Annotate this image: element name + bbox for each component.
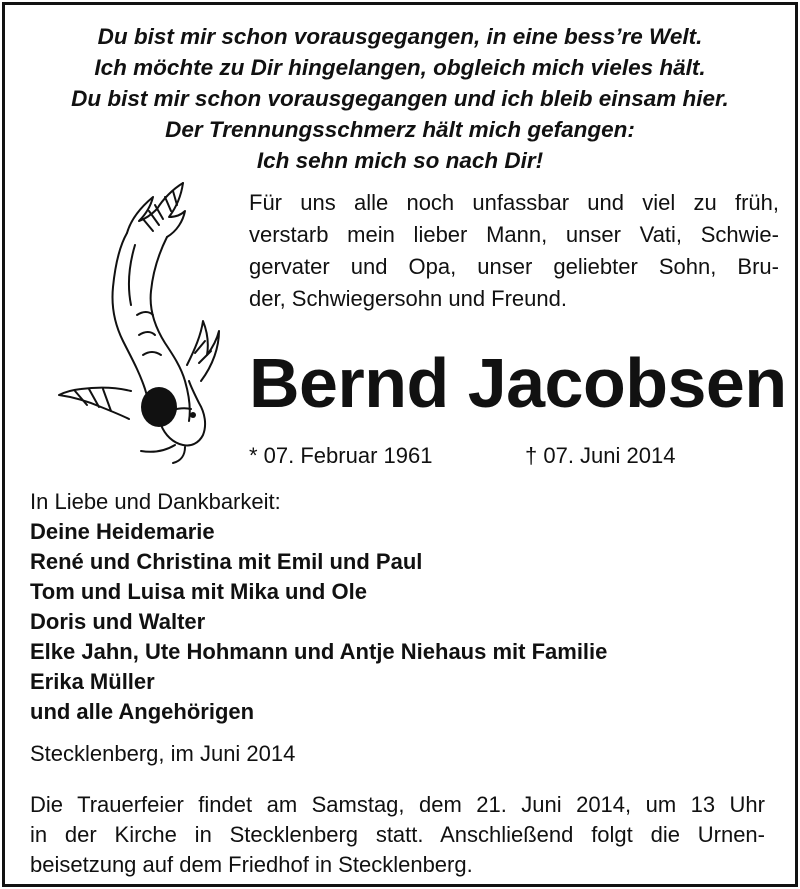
obituary-frame xyxy=(2,2,798,887)
announcement-line: gervater und Opa, unser geliebter Sohn, Bru- xyxy=(249,254,779,279)
announcement-text xyxy=(249,187,779,315)
announcement-line: der, Schwiegersohn und Freund. xyxy=(249,286,567,311)
funeral-line: Die Trauerfeier findet am Samstag, dem 21. Juni 2014, um 13 Uhr xyxy=(30,792,765,817)
deceased-name: Bernd Jacobsen xyxy=(249,344,787,422)
mourners-list xyxy=(30,487,780,727)
poem xyxy=(5,21,795,176)
announcement-line: verstarb mein lieber Mann, unser Vati, Schwie- xyxy=(249,222,779,247)
place-and-date: Stecklenberg, im Juni 2014 xyxy=(30,741,296,766)
koi-fish-icon xyxy=(35,175,220,465)
poem-line: Du bist mir schon vorausgegangen und ich bleib einsam hier. xyxy=(71,86,729,111)
mourner: Tom und Luisa mit Mika und Ole xyxy=(30,579,367,604)
mourner: René und Christina mit Emil und Paul xyxy=(30,549,423,574)
announcement-line: Für uns alle noch unfassbar und viel zu früh, xyxy=(249,190,779,215)
birth-date: * 07. Februar 1961 xyxy=(249,443,433,468)
mourner: Erika Müller xyxy=(30,669,155,694)
death-date: † 07. Juni 2014 xyxy=(525,443,676,468)
funeral-line: beisetzung auf dem Friedhof in Stecklenberg. xyxy=(30,852,473,877)
mourners-intro: In Liebe und Dankbarkeit: xyxy=(30,489,281,514)
mourner: Deine Heidemarie xyxy=(30,519,215,544)
mourner: Elke Jahn, Ute Hohmann und Antje Niehaus mit Familie xyxy=(30,639,608,664)
funeral-notice xyxy=(30,790,765,880)
poem-line: Ich möchte zu Dir hingelangen, obgleich mich vieles hält. xyxy=(94,55,706,80)
funeral-line: in der Kirche in Stecklenberg statt. Anschließend folgt die Urnen- xyxy=(30,822,765,847)
mourner: Doris und Walter xyxy=(30,609,206,634)
poem-line: Ich sehn mich so nach Dir! xyxy=(256,148,544,173)
poem-line: Der Trennungsschmerz hält mich gefangen: xyxy=(165,117,635,142)
mourner: und alle Angehörigen xyxy=(30,699,255,724)
poem-line: Du bist mir schon vorausgegangen, in eine bess’re Welt. xyxy=(97,24,703,49)
